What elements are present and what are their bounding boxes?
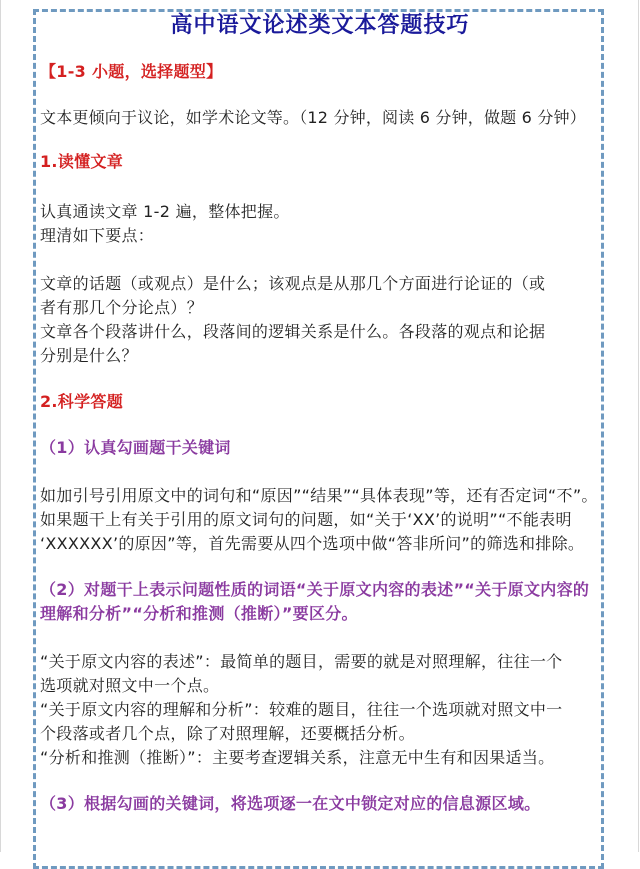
part1-point: 文章的话题（或观点）是什么；该观点是从那几个方面进行论证的（或 [40,274,546,293]
step2-line: 个段落或者几个点，除了对照理解，还要概括分析。 [40,724,415,743]
part1-line: 理清如下要点： [40,226,155,245]
step2-line: “关于原文内容的表述”：最简单的题目，需要的就是对照理解，往往一个 [40,652,563,671]
step1-heading: （1）认真勾画题干关键词 [40,438,231,457]
part1-heading: 1.读懂文章 [40,152,124,171]
intro-text: 文本更倾向于议论，如学术论文等。（12 分钟，阅读 6 分钟，做题 6 分钟） [40,108,586,127]
step2-heading: （2）对题干上表示问题性质的词语“关于原文内容的表述”“关于原文内容的 [40,580,590,599]
section-tag: 【1-3 小题，选择题型】 [40,62,223,81]
part1-line: 认真通读文章 1-2 遍，整体把握。 [40,202,290,221]
step2-heading: 理解和分析”“分析和推测（推断）”要区分。 [40,604,358,623]
part2-heading: 2.科学答题 [40,392,124,411]
step1-line: ‘XXXXXX’的原因”等，首先需要从四个选项中做“答非所问”的筛选和排除。 [40,534,585,553]
step3-heading: （3）根据勾画的关键词，将选项逐一在文中锁定对应的信息源区域。 [40,794,541,813]
page-title: 高中语文论述类文本答题技巧 [170,13,470,38]
step1-line: 如果题干上有关于引用的原文词句的问题，如“关于‘XX’的说明”“不能表明 [40,510,572,529]
part1-point: 分别是什么？ [40,346,138,365]
page-edge-right [638,0,639,852]
step2-line: “关于原文内容的理解和分析”：较难的题目，往往一个选项就对照文中一 [40,700,563,719]
step2-line: “分析和推测（推断）”：主要考查逻辑关系，注意无中生有和因果适当。 [40,748,555,767]
page-edge-left [0,0,1,852]
part1-point: 文章各个段落讲什么，段落间的逻辑关系是什么。各段落的观点和论据 [40,322,546,341]
part1-point: 者有那几个分论点）？ [40,298,204,317]
step2-line: 选项就对照文中一个点。 [40,676,220,695]
step1-line: 如加引号引用原文中的词句和“原因”“结果”“具体表现”等，还有否定词“不”。 [40,486,598,505]
